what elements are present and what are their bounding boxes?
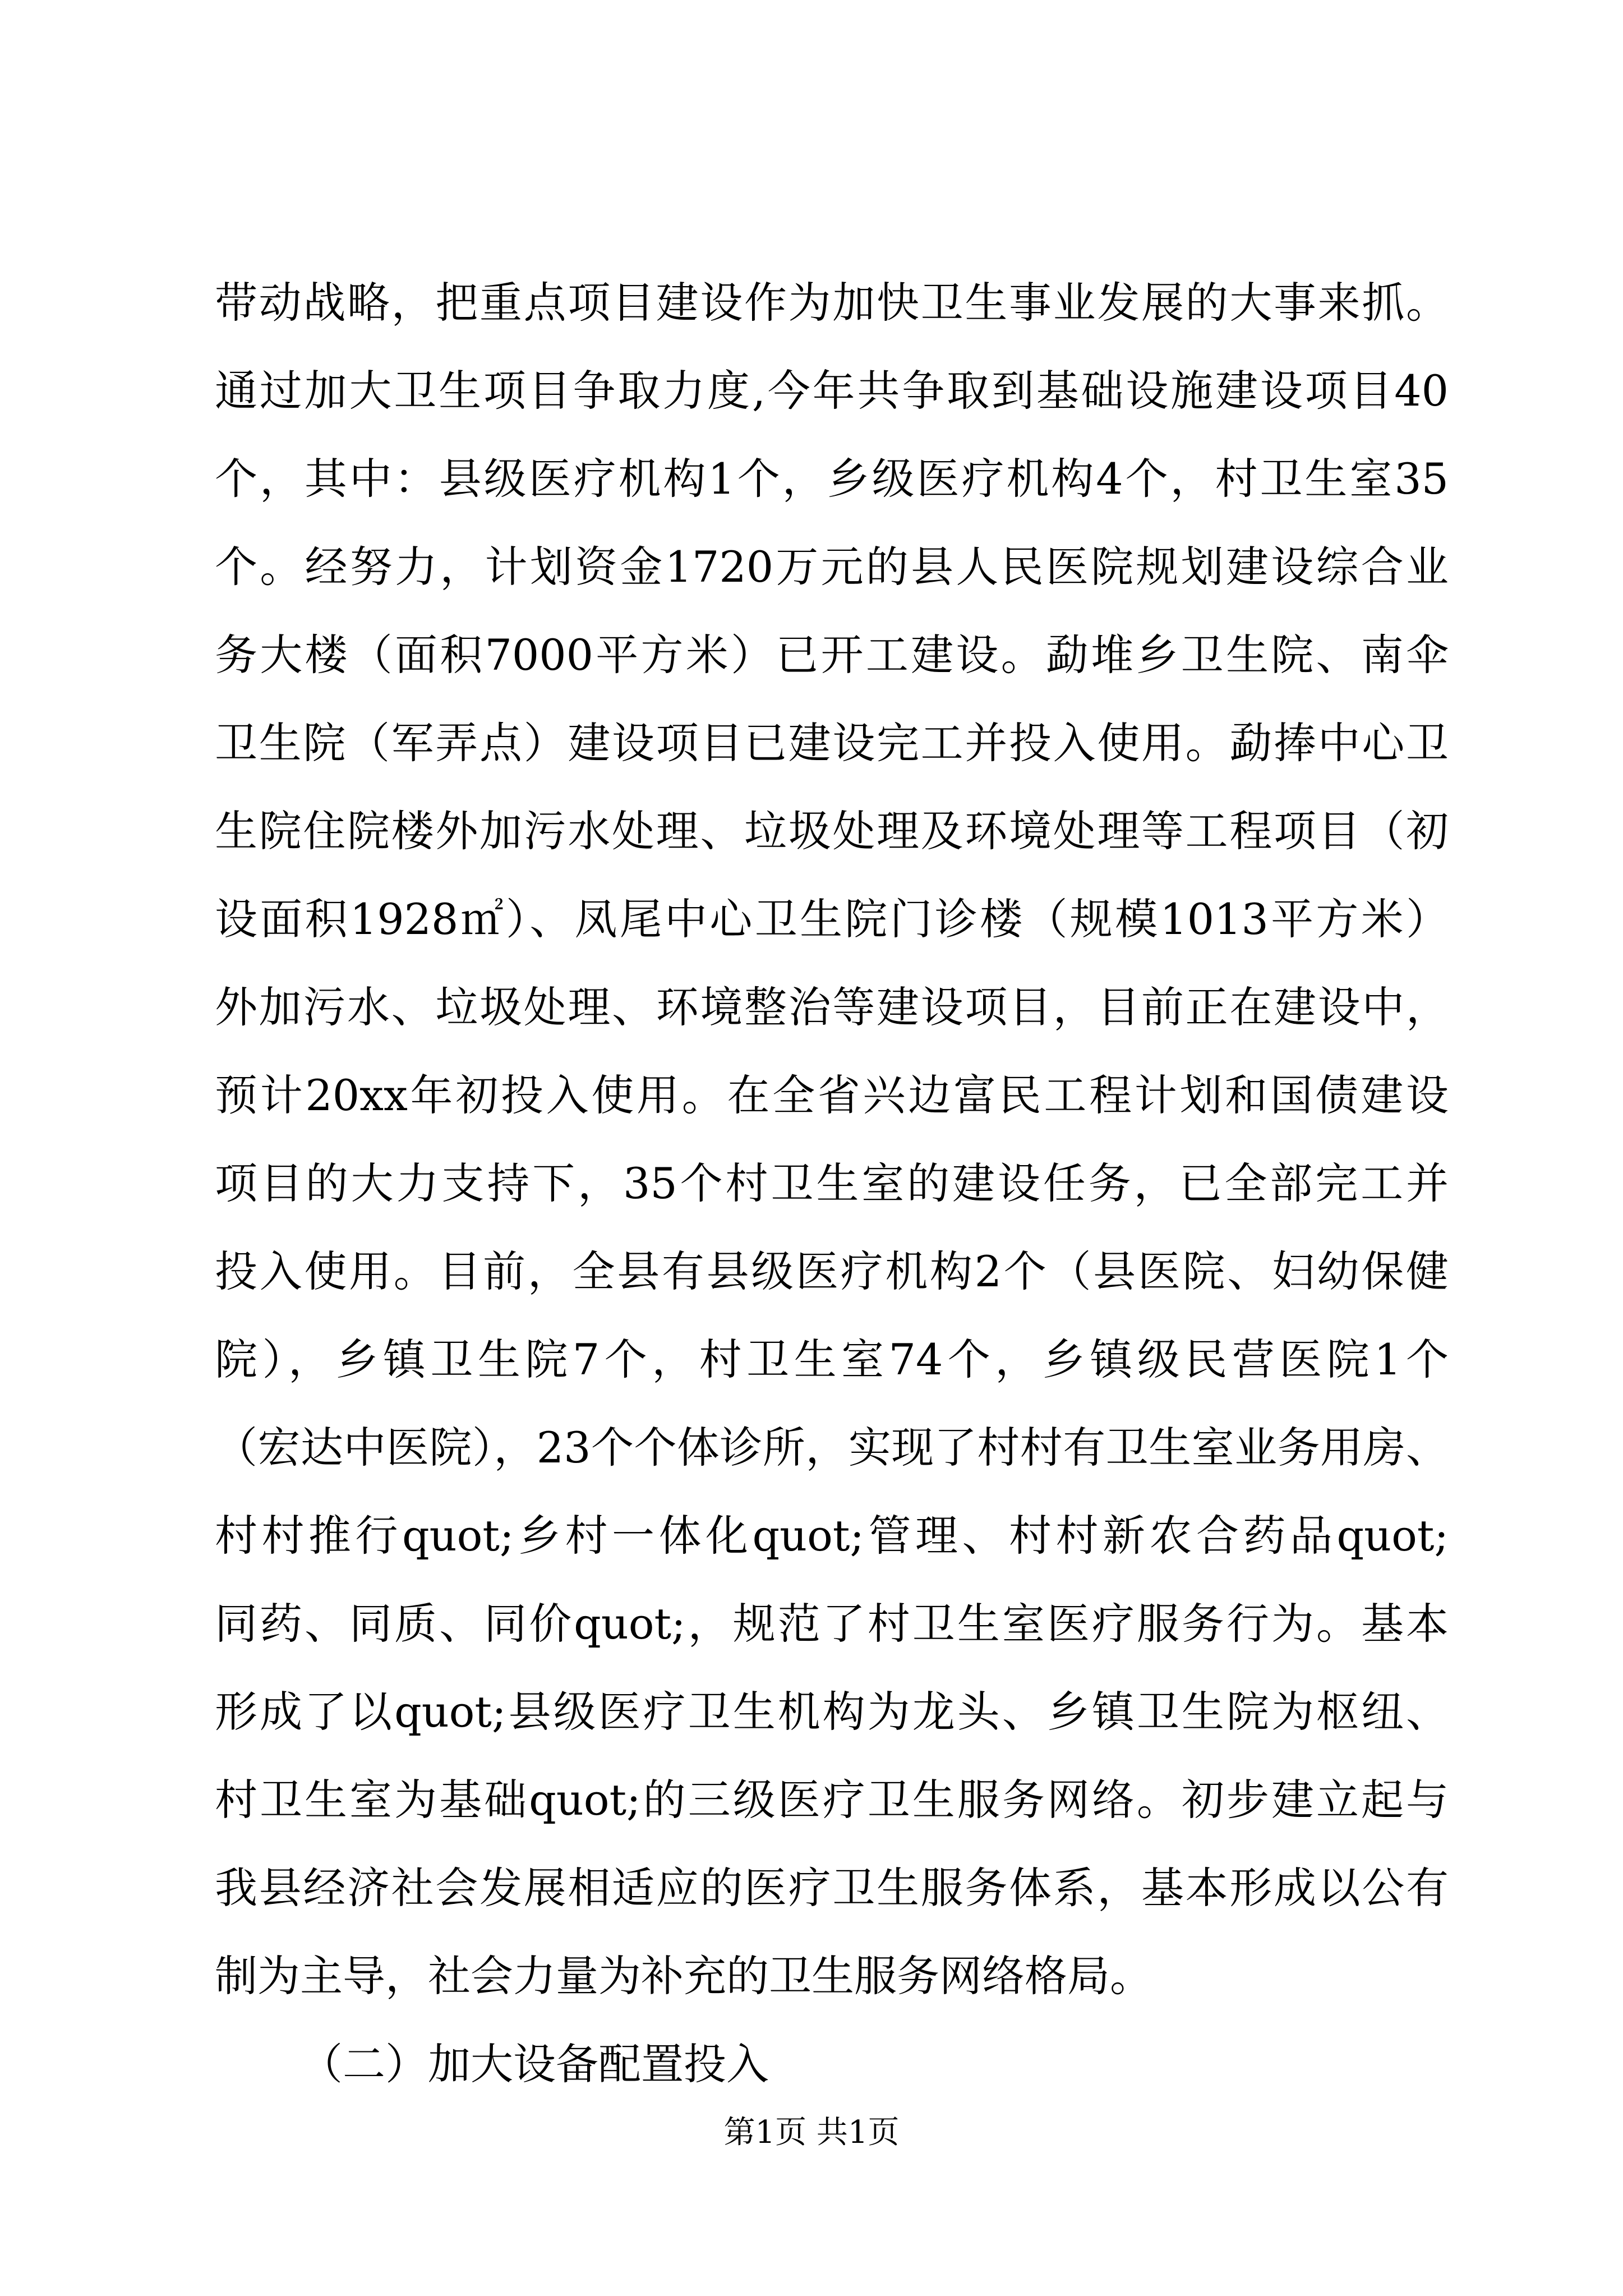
page-footer: 第1页 共1页 (723, 2114, 900, 2151)
body-line: 村卫生室为基础quot;的三级医疗卫生服务网络。初步建立起与 (215, 1775, 1449, 1825)
body-line: 外加污水、垃圾处理、环境整治等建设项目，目前正在建设中， (215, 982, 1449, 1032)
body-line: 项目的大力支持下，35个村卫生室的建设任务，已全部完工并 (215, 1158, 1449, 1208)
body-line: 生院住院楼外加污水处理、垃圾处理及环境处理等工程项目（初 (215, 806, 1449, 856)
body-line: 预计20xx年初投入使用。在全省兴边富民工程计划和国债建设 (215, 1070, 1449, 1120)
body-line: 院），乡镇卫生院7个，村卫生室74个，乡镇级民营医院1个 (215, 1335, 1449, 1384)
body-line: 卫生院（军弄点）建设项目已建设完工并投入使用。勐捧中心卫 (215, 718, 1449, 768)
body-line: 带动战略，把重点项目建设作为加快卫生事业发展的大事来抓。 (215, 278, 1449, 328)
body-line: 制为主导，社会力量为补充的卫生服务网络格局。 (215, 1951, 1152, 2001)
body-line: 我县经济社会发展相适应的医疗卫生服务体系，基本形成以公有 (215, 1863, 1449, 1913)
body-line: （宏达中医院），23个个体诊所，实现了村村有卫生室业务用房、 (215, 1423, 1449, 1473)
body-line: 投入使用。目前，全县有县级医疗机构2个（县医院、妇幼保健 (215, 1246, 1449, 1296)
body-line: 通过加大卫生项目争取力度,今年共争取到基础设施建设项目40 (215, 366, 1449, 416)
body-line: 务大楼（面积7000平方米）已开工建设。勐堆乡卫生院、南伞 (215, 630, 1449, 680)
body-line: 村村推行quot;乡村一体化quot;管理、村村新农合药品quot; (215, 1511, 1449, 1561)
body-line: 设面积1928㎡）、凤尾中心卫生院门诊楼（规模1013平方米） (215, 894, 1449, 944)
body-line: 形成了以quot;县级医疗卫生机构为龙头、乡镇卫生院为枢纽、 (215, 1687, 1449, 1737)
document-body (215, 264, 1449, 2113)
section-subheading: （二）加大设备配置投入 (300, 2039, 769, 2089)
body-line: 个，其中：县级医疗机构1个，乡级医疗机构4个，村卫生室35 (215, 454, 1449, 504)
body-line: 同药、同质、同价quot;，规范了村卫生室医疗服务行为。基本 (215, 1599, 1449, 1649)
body-line: 个。经努力，计划资金1720万元的县人民医院规划建设综合业 (215, 542, 1449, 592)
